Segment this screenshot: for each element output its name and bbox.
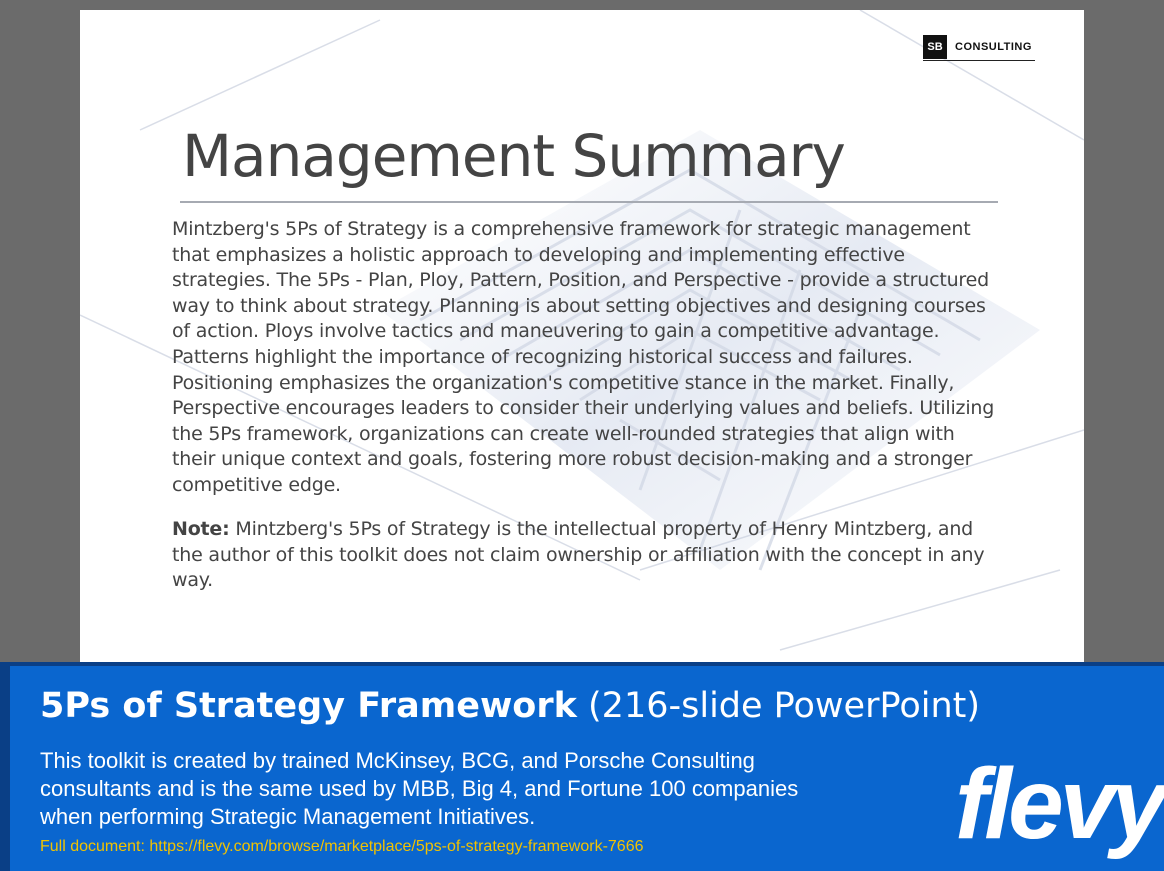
note-paragraph [172,517,1002,594]
banner-left-edge [0,662,10,871]
sb-consulting-logo [923,34,1035,61]
title-divider [180,201,998,203]
note-body: Mintzberg's 5Ps of Strategy is the intellectual property of Henry Mintzberg, and the author of this toolkit does not claim ownership or affiliation with the concept in any way. [172,518,985,592]
banner-description: This toolkit is created by trained McKinsey, BCG, and Porsche Consulting consultants and is the same used by MBB, Big 4, and Fortune 100 companies when performing Strategic Management Initiatives. [40,748,799,829]
slide [80,10,1084,662]
logo-mark: SB [923,35,947,59]
note-label: Note: [172,518,230,540]
banner-title-rest: (216-slide PowerPoint) [576,686,981,726]
promo-banner [0,662,1164,871]
flevy-logo: flevy [955,748,1163,860]
banner-title-bold: 5Ps of Strategy Framework [40,686,577,726]
summary-paragraph: Mintzberg's 5Ps of Strategy is a comprehensive framework for strategic management that emphasizes a holistic approach to developing and implementing effective strategies. The 5Ps - Plan, Ploy, Pattern, Position, and Perspective - provide a structured way to think about strategy. Planning is about setting objectives and designing courses of action. Ploys involve tactics and maneuvering to gain a competitive advantage. Patterns highlight the importance of recognizing historical success and failures. Positioning emphasizes the organization's competitive stance in the market. Finally, Perspective encourages leaders to consider their underlying values and beliefs. Utilizing the 5Ps framework, organizations can create well-rounded strategies that align with their unique context and goals, fostering more robust decision-making and a stronger competitive edge. [172,218,995,496]
banner-top-edge [0,662,1164,666]
logo-text: CONSULTING [955,41,1032,53]
slide-title: Management Summary [182,122,845,190]
banner-title [40,686,980,726]
full-document-link[interactable]: Full document: https://flevy.com/browse/marketplace/5ps-of-strategy-framework-7666 [40,838,644,855]
